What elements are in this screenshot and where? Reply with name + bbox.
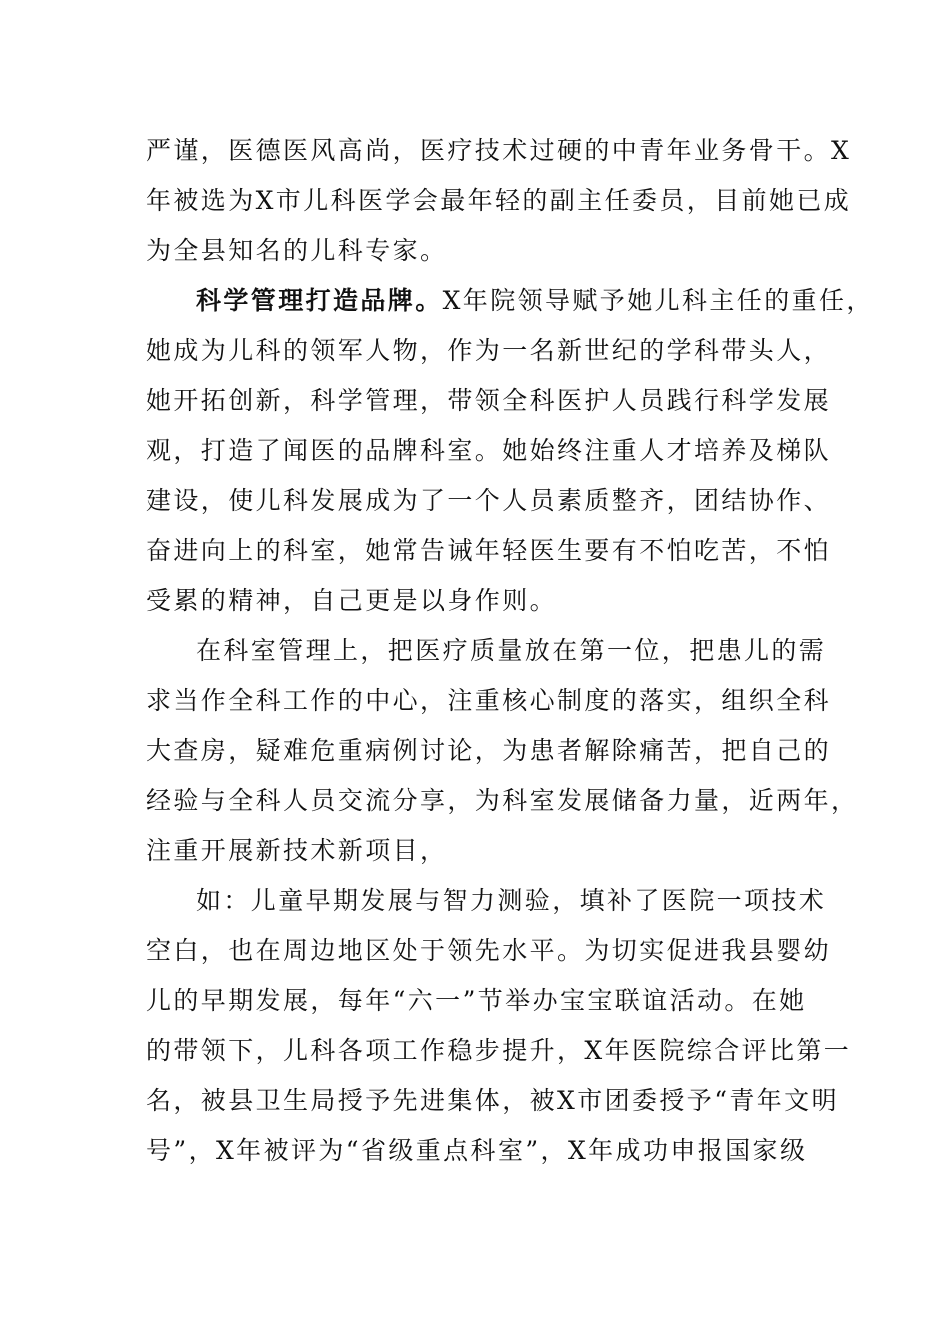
text-line: 年被选为X市儿科医学会最年轻的副主任委员，目前她已成 <box>146 186 852 215</box>
text-line: 经验与全科人员交流分享，为科室发展储备力量，近两年， <box>146 786 859 815</box>
section-heading: 科学管理打造品牌。 <box>196 286 443 315</box>
text-line: 在科室管理上，把医疗质量放在第一位，把患儿的需 <box>196 636 827 665</box>
text-line: 建设，使儿科发展成为了一个人员素质整齐，团结协作、 <box>146 486 832 515</box>
text-line: 空白，也在周边地区处于领先水平。为切实促进我县婴幼 <box>146 936 832 965</box>
text-line: 观，打造了闻医的品牌科室。她始终注重人才培养及梯队 <box>146 436 832 465</box>
text-line: 受累的精神，自己更是以身作则。 <box>146 586 558 615</box>
text-line: 儿的早期发展，每年“六一”节举办宝宝联谊活动。在她 <box>146 986 807 1015</box>
paragraph-first-line <box>196 286 874 316</box>
text-line: 严谨，医德医风高尚，医疗技术过硬的中青年业务骨干。X <box>146 136 852 165</box>
text-line: 号”，X年被评为“省级重点科室”，X年成功申报国家级 <box>146 1136 808 1165</box>
text-line: 名，被县卫生局授予先进集体，被X市团委授予“青年文明 <box>146 1086 839 1115</box>
text-line: 如：儿童早期发展与智力测验，填补了医院一项技术 <box>196 886 827 915</box>
text-line: 她开拓创新，科学管理，带领全科医护人员践行科学发展 <box>146 386 832 415</box>
text-line: 求当作全科工作的中心，注重核心制度的落实，组织全科 <box>146 686 832 715</box>
text-line: 大查房，疑难危重病例讨论，为患者解除痛苦，把自己的 <box>146 736 832 765</box>
text-line: 她成为儿科的领军人物，作为一名新世纪的学科带头人， <box>146 336 832 365</box>
text-line: 为全县知名的儿科专家。 <box>146 236 448 265</box>
text-line: 奋进向上的科室，她常告诫年轻医生要有不怕吃苦，不怕 <box>146 536 832 565</box>
text-line: 的带领下，儿科各项工作稳步提升，X年医院综合评比第一 <box>146 1036 852 1065</box>
text-span: X年院领导赋予她儿科主任的重任， <box>442 286 874 315</box>
text-line: 注重开展新技术新项目， <box>146 836 448 865</box>
